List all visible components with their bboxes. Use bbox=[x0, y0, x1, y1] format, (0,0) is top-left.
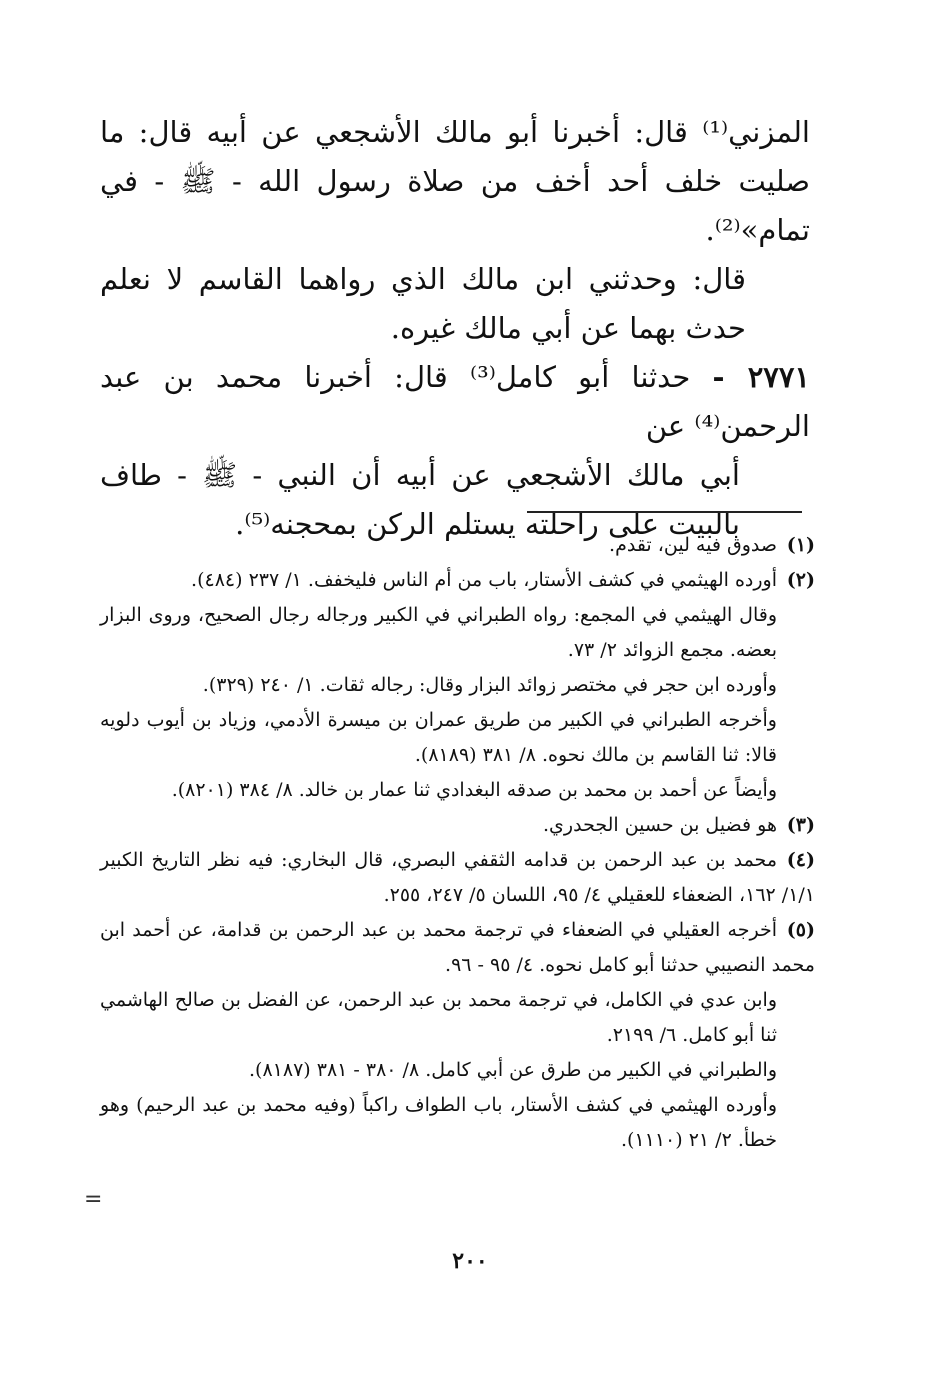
footnote-marker: (٤) bbox=[786, 849, 815, 871]
main-text bbox=[100, 108, 810, 549]
paragraph-1: المزني⁽¹⁾ قال: أخبرنا أبو مالك الأشجعي عن أبيه قال: ما صليت خلف أحد أخف من صلاة رسول الله - ﷺ - في تمام»⁽²⁾. bbox=[100, 115, 810, 247]
footnote-marker: (١) bbox=[786, 534, 815, 556]
footnote-2-continuation: وأيضاً عن أحمد بن محمد بن صدقه البغدادي ثنا عمار بن خالد. ٨/ ٣٨٤ (٨٢٠١). bbox=[171, 779, 777, 801]
footnote-1 bbox=[100, 528, 815, 563]
footnote-2 bbox=[100, 563, 815, 598]
hadith-continuation: أبي مالك الأشجعي عن أبيه أن النبي - ﷺ - طاف بالبيت على راحلته يستلم الركن بمحجنه⁽⁵⁾. bbox=[100, 458, 740, 541]
footnote-marker: (٥) bbox=[786, 919, 815, 941]
footnote-5 bbox=[100, 913, 815, 983]
footnote-2-continuation: وأورده ابن حجر في مختصر زوائد البزار وقال: رجاله ثقات. ١/ ٢٤٠ (٣٢٩). bbox=[202, 674, 777, 696]
page-number: ٢٠٠ bbox=[452, 1248, 488, 1274]
hadith-first-line: حدثنا أبو كامل⁽³⁾ قال: أخبرنا محمد بن عبد الرحمن⁽⁴⁾ عن bbox=[100, 360, 810, 443]
footnote-divider bbox=[527, 511, 802, 513]
footnote-2-continuation: وقال الهيثمي في المجمع: رواه الطبراني في الكبير ورجاله رجال الصحيح، وروى البزار بعضه. مجمع الزوائد ٢/ ٧٣. bbox=[100, 604, 777, 661]
footnote-text: أخرجه العقيلي في الضعفاء في ترجمة محمد بن عبد الرحمن بن قدامة، عن أحمد ابن محمد النصيبي حدثنا أبو كامل نحوه. ٤/ ٩٥ - ٩٦. bbox=[100, 919, 815, 976]
footnote-marker: (٢) bbox=[786, 569, 815, 591]
paragraph-2: قال: وحدثني ابن مالك الذي رواهما القاسم لا نعلم حدث بهما عن أبي مالك غيره. bbox=[100, 262, 746, 345]
footnote-5-continuation: وأورده الهيثمي في كشف الأستار، باب الطواف راكباً (وفيه محمد بن عبد الرحيم) وهو خطأ. ٢/ ٢١ (١١١٠). bbox=[100, 1094, 777, 1151]
footnote-5-continuation: وابن عدي في الكامل، في ترجمة محمد بن عبد الرحمن، عن الفضل بن صالح الهاشمي ثنا أبو كامل. ٦/ ٢١٩٩. bbox=[100, 989, 777, 1046]
footnotes bbox=[100, 528, 815, 1158]
footnote-text: هو فضيل بن حسين الجحدري. bbox=[543, 814, 777, 836]
hadith-2771 bbox=[100, 353, 810, 549]
footnote-3 bbox=[100, 808, 815, 843]
continuation-mark: = bbox=[84, 1187, 103, 1212]
footnote-5-continuation: والطبراني في الكبير من طرق عن أبي كامل. ٨/ ٣٨٠ - ٣٨١ (٨١٨٧). bbox=[249, 1059, 777, 1081]
hadith-number: ٢٧٧١ - bbox=[712, 360, 810, 394]
footnote-text: محمد بن عبد الرحمن بن قدامه الثقفي البصري، قال البخاري: فيه نظر التاريخ الكبير ١/١/ ١٦٢، الضعفاء للعقيلي ٤/ ٩٥، اللسان ٥/ ٢٤٧، ٢٥٥. bbox=[100, 849, 815, 906]
footnote-2-continuation: وأخرجه الطبراني في الكبير من طريق عمران بن ميسرة الأدمي، وزياد بن أيوب دلويه قالا: ثنا القاسم بن مالك نحوه. ٨/ ٣٨١ (٨١٨٩). bbox=[100, 709, 777, 766]
footnote-text: أورده الهيثمي في كشف الأستار، باب من أم الناس فليخفف. ١/ ٢٣٧ (٤٨٤). bbox=[191, 569, 777, 591]
footnote-text: صدوق فيه لين، تقدم. bbox=[609, 534, 777, 556]
footnote-4 bbox=[100, 843, 815, 913]
footnote-marker: (٣) bbox=[786, 814, 815, 836]
